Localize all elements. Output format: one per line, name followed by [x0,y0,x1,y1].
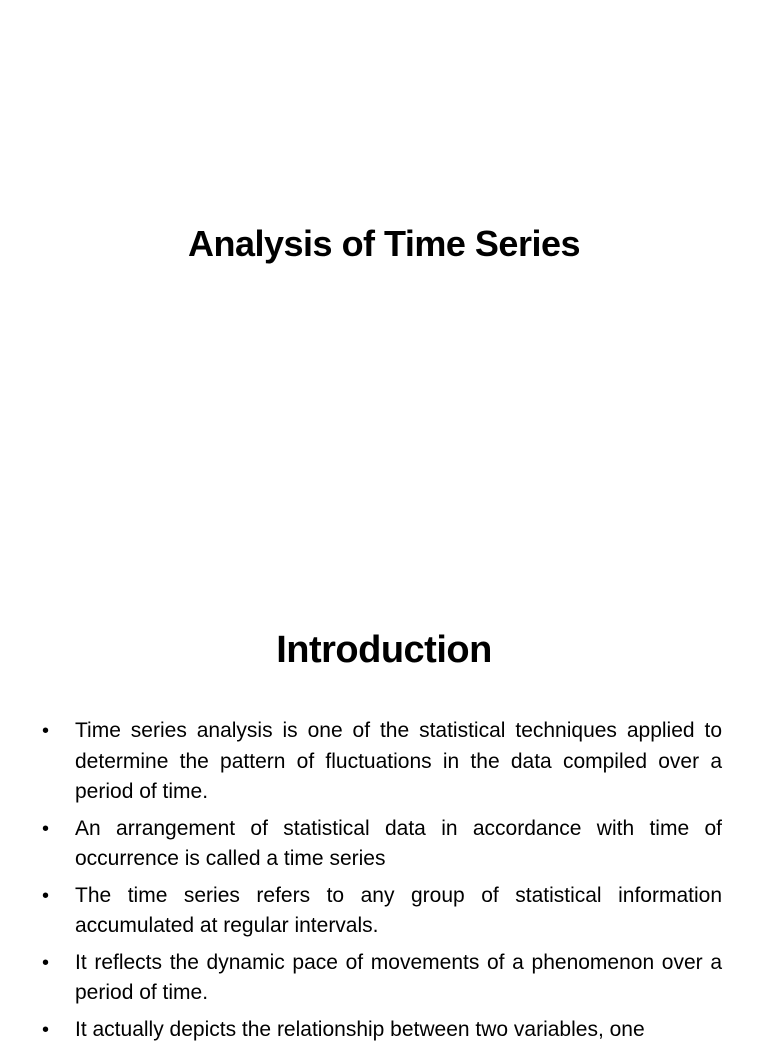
slide-title: Analysis of Time Series [187,223,581,264]
bullet-list [42,716,722,1051]
bullet-icon: • [42,884,50,907]
bullet-item [42,814,722,875]
bullet-text: The time series refers to any group of statistical information accumulated at regular intervals. [75,883,722,937]
bullet-text: An arrangement of statistical data in accordance with time of occurrence is called a time series [75,816,722,870]
bullet-text: Time series analysis is one of the statistical techniques applied to determine the pattern of fluctuations in the data compiled over a period of time. [75,719,722,803]
bullet-text: It reflects the dynamic pace of movements of a phenomenon over a period of time. [75,950,722,1004]
bullet-item [42,948,722,1009]
section-heading: Introduction [276,629,492,671]
bullet-item [42,881,722,942]
bullet-item [42,716,722,808]
bullet-icon: • [42,951,50,974]
bullet-icon: • [42,720,50,742]
bullet-icon: • [42,1018,50,1041]
bullet-icon: • [42,817,50,840]
bullet-item [42,1015,722,1046]
bullet-text: It actually depicts the relationship between two variables, one [75,1017,645,1041]
